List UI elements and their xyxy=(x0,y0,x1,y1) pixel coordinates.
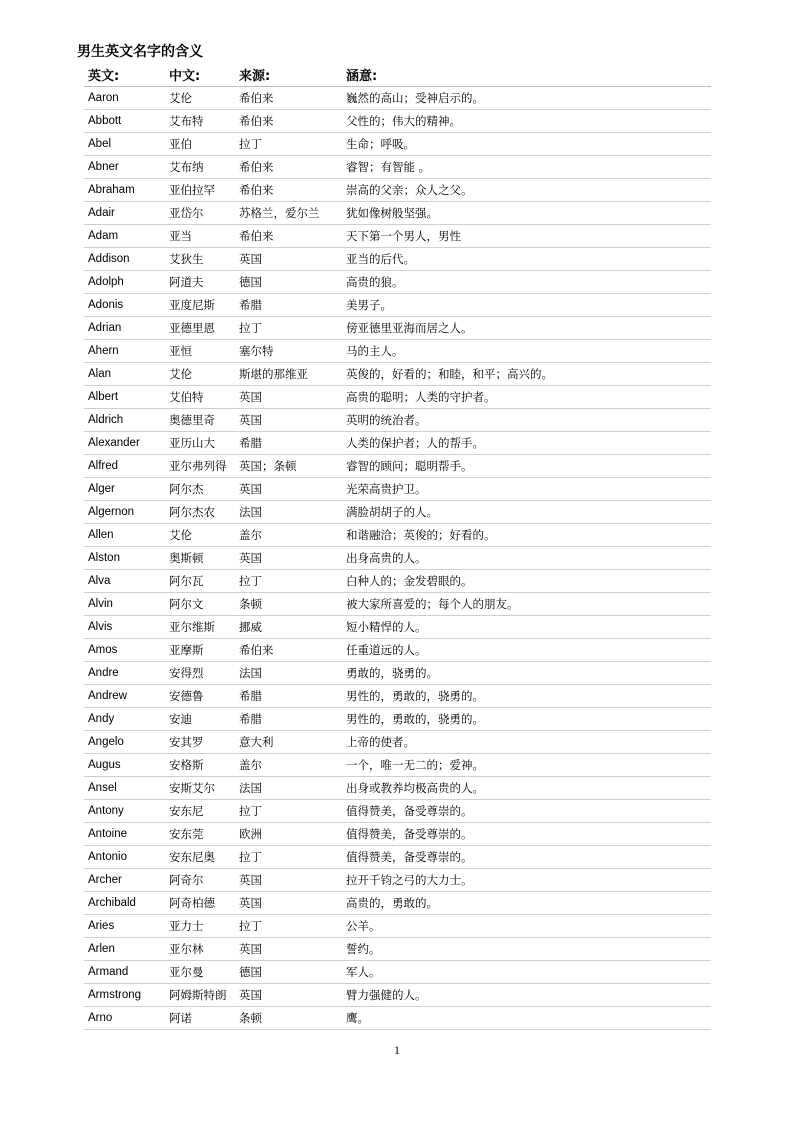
cell-origin: 欧洲 xyxy=(235,823,342,846)
cell-meaning: 任重道远的人。 xyxy=(342,639,711,662)
cell-origin: 希伯来 xyxy=(235,110,342,133)
cell-origin: 英国 xyxy=(235,892,342,915)
page-number: 1 xyxy=(394,1043,400,1057)
cell-origin: 希伯来 xyxy=(235,179,342,202)
table-row xyxy=(84,616,711,639)
cell-origin: 条顿 xyxy=(235,593,342,616)
table-row xyxy=(84,869,711,892)
cell-meaning: 男性的，勇敢的，骁勇的。 xyxy=(342,708,711,731)
cell-origin: 挪威 xyxy=(235,616,342,639)
cell-meaning: 生命；呼吸。 xyxy=(342,133,711,156)
table-row xyxy=(84,248,711,271)
cell-chinese: 奥德里奇 xyxy=(165,409,235,432)
cell-meaning: 短小精悍的人。 xyxy=(342,616,711,639)
cell-english: Adam xyxy=(84,225,165,248)
cell-meaning: 公羊。 xyxy=(342,915,711,938)
table-row xyxy=(84,156,711,179)
cell-meaning: 值得赞美，备受尊崇的。 xyxy=(342,800,711,823)
cell-meaning: 值得赞美，备受尊崇的。 xyxy=(342,823,711,846)
table-row xyxy=(84,455,711,478)
cell-origin: 拉丁 xyxy=(235,570,342,593)
cell-chinese: 阿尔杰农 xyxy=(165,501,235,524)
cell-english: Alger xyxy=(84,478,165,501)
header-origin: 来源: xyxy=(235,63,342,87)
table-row xyxy=(84,340,711,363)
cell-meaning: 出身高贵的人。 xyxy=(342,547,711,570)
cell-origin: 英国 xyxy=(235,547,342,570)
table-row xyxy=(84,662,711,685)
cell-english: Archer xyxy=(84,869,165,892)
cell-chinese: 奥斯顿 xyxy=(165,547,235,570)
cell-meaning: 臂力强健的人。 xyxy=(342,984,711,1007)
table-row xyxy=(84,731,711,754)
cell-chinese: 亚尔维斯 xyxy=(165,616,235,639)
cell-chinese: 艾伦 xyxy=(165,87,235,110)
cell-meaning: 天下第一个男人，男性 xyxy=(342,225,711,248)
table-row xyxy=(84,317,711,340)
header-meaning: 涵意: xyxy=(342,63,711,87)
cell-english: Armstrong xyxy=(84,984,165,1007)
cell-origin: 英国 xyxy=(235,869,342,892)
cell-meaning: 勇敢的，骁勇的。 xyxy=(342,662,711,685)
cell-meaning: 马的主人。 xyxy=(342,340,711,363)
cell-origin: 希腊 xyxy=(235,708,342,731)
cell-english: Alvin xyxy=(84,593,165,616)
cell-english: Adair xyxy=(84,202,165,225)
cell-chinese: 艾狄生 xyxy=(165,248,235,271)
cell-english: Ansel xyxy=(84,777,165,800)
cell-origin: 苏格兰，爱尔兰 xyxy=(235,202,342,225)
cell-origin: 条顿 xyxy=(235,1007,342,1030)
cell-english: Archibald xyxy=(84,892,165,915)
cell-chinese: 阿奇尔 xyxy=(165,869,235,892)
cell-meaning: 高贵的狼。 xyxy=(342,271,711,294)
cell-origin: 英国 xyxy=(235,478,342,501)
table-row xyxy=(84,685,711,708)
cell-english: Alva xyxy=(84,570,165,593)
cell-chinese: 阿尔杰 xyxy=(165,478,235,501)
cell-english: Alfred xyxy=(84,455,165,478)
cell-chinese: 安斯艾尔 xyxy=(165,777,235,800)
cell-english: Adrian xyxy=(84,317,165,340)
cell-chinese: 亚恒 xyxy=(165,340,235,363)
cell-chinese: 亚尔曼 xyxy=(165,961,235,984)
cell-chinese: 亚当 xyxy=(165,225,235,248)
table-row xyxy=(84,179,711,202)
cell-meaning: 崇高的父亲；众人之父。 xyxy=(342,179,711,202)
cell-meaning: 傍亚德里亚海而居之人。 xyxy=(342,317,711,340)
cell-english: Aldrich xyxy=(84,409,165,432)
table-row xyxy=(84,984,711,1007)
cell-meaning: 被大家所喜爱的；每个人的朋友。 xyxy=(342,593,711,616)
cell-meaning: 满脸胡胡子的人。 xyxy=(342,501,711,524)
cell-chinese: 亚尔弗列得 xyxy=(165,455,235,478)
cell-english: Algernon xyxy=(84,501,165,524)
cell-english: Abraham xyxy=(84,179,165,202)
cell-english: Antony xyxy=(84,800,165,823)
cell-origin: 拉丁 xyxy=(235,317,342,340)
cell-meaning: 美男子。 xyxy=(342,294,711,317)
cell-chinese: 安东尼 xyxy=(165,800,235,823)
table-row xyxy=(84,501,711,524)
table-body xyxy=(84,87,711,1030)
cell-meaning: 高贵的聪明；人类的守护者。 xyxy=(342,386,711,409)
table-row xyxy=(84,823,711,846)
cell-meaning: 英俊的，好看的；和睦，和平；高兴的。 xyxy=(342,363,711,386)
cell-meaning: 军人。 xyxy=(342,961,711,984)
header-row xyxy=(84,63,711,87)
cell-chinese: 艾布纳 xyxy=(165,156,235,179)
cell-origin: 法国 xyxy=(235,662,342,685)
cell-origin: 法国 xyxy=(235,777,342,800)
cell-english: Andy xyxy=(84,708,165,731)
cell-meaning: 巍然的高山；受神启示的。 xyxy=(342,87,711,110)
cell-chinese: 艾伯特 xyxy=(165,386,235,409)
cell-english: Alan xyxy=(84,363,165,386)
table-row xyxy=(84,777,711,800)
cell-origin: 英国 xyxy=(235,984,342,1007)
cell-english: Arlen xyxy=(84,938,165,961)
table-row xyxy=(84,294,711,317)
cell-origin: 拉丁 xyxy=(235,800,342,823)
cell-origin: 希伯来 xyxy=(235,87,342,110)
cell-english: Andre xyxy=(84,662,165,685)
cell-origin: 拉丁 xyxy=(235,133,342,156)
cell-meaning: 值得赞美，备受尊崇的。 xyxy=(342,846,711,869)
cell-meaning: 光荣高贵护卫。 xyxy=(342,478,711,501)
cell-meaning: 高贵的，勇敢的。 xyxy=(342,892,711,915)
cell-origin: 希伯来 xyxy=(235,639,342,662)
header-chinese: 中文: xyxy=(165,63,235,87)
cell-chinese: 亚摩斯 xyxy=(165,639,235,662)
cell-english: Abner xyxy=(84,156,165,179)
table-row xyxy=(84,432,711,455)
cell-origin: 英国 xyxy=(235,409,342,432)
cell-chinese: 阿姆斯特朗 xyxy=(165,984,235,1007)
table-row xyxy=(84,593,711,616)
cell-english: Abel xyxy=(84,133,165,156)
cell-english: Alvis xyxy=(84,616,165,639)
cell-meaning: 父性的；伟大的精神。 xyxy=(342,110,711,133)
cell-chinese: 安东尼奥 xyxy=(165,846,235,869)
cell-meaning: 犹如像树般坚强。 xyxy=(342,202,711,225)
cell-english: Angelo xyxy=(84,731,165,754)
cell-meaning: 拉开千钧之弓的大力士。 xyxy=(342,869,711,892)
cell-meaning: 男性的，勇敢的，骁勇的。 xyxy=(342,685,711,708)
cell-origin: 斯堪的那维亚 xyxy=(235,363,342,386)
cell-chinese: 阿诺 xyxy=(165,1007,235,1030)
cell-english: Addison xyxy=(84,248,165,271)
table-row xyxy=(84,225,711,248)
table-row xyxy=(84,846,711,869)
cell-english: Aaron xyxy=(84,87,165,110)
table-row xyxy=(84,708,711,731)
cell-origin: 希腊 xyxy=(235,685,342,708)
table-row xyxy=(84,639,711,662)
cell-meaning: 睿智；有智能 。 xyxy=(342,156,711,179)
cell-origin: 英国；条顿 xyxy=(235,455,342,478)
cell-meaning: 上帝的使者。 xyxy=(342,731,711,754)
table-row xyxy=(84,754,711,777)
cell-english: Amos xyxy=(84,639,165,662)
cell-chinese: 亚德里恩 xyxy=(165,317,235,340)
cell-meaning: 睿智的顾问；聪明帮手。 xyxy=(342,455,711,478)
table-row xyxy=(84,915,711,938)
cell-english: Albert xyxy=(84,386,165,409)
cell-chinese: 亚历山大 xyxy=(165,432,235,455)
cell-english: Abbott xyxy=(84,110,165,133)
cell-meaning: 鹰。 xyxy=(342,1007,711,1030)
cell-chinese: 阿道夫 xyxy=(165,271,235,294)
cell-origin: 盖尔 xyxy=(235,754,342,777)
cell-origin: 英国 xyxy=(235,386,342,409)
cell-meaning: 亚当的后代。 xyxy=(342,248,711,271)
cell-chinese: 安其罗 xyxy=(165,731,235,754)
table-row xyxy=(84,386,711,409)
cell-chinese: 亚力士 xyxy=(165,915,235,938)
cell-meaning: 一个，唯一无二的；爱神。 xyxy=(342,754,711,777)
document-title: 男生英文名字的含义 xyxy=(77,44,203,60)
cell-origin: 德国 xyxy=(235,271,342,294)
table-row xyxy=(84,524,711,547)
cell-chinese: 亚度尼斯 xyxy=(165,294,235,317)
table-row xyxy=(84,202,711,225)
cell-meaning: 人类的保护者；人的帮手。 xyxy=(342,432,711,455)
cell-english: Antonio xyxy=(84,846,165,869)
cell-chinese: 阿奇柏德 xyxy=(165,892,235,915)
cell-origin: 英国 xyxy=(235,938,342,961)
cell-chinese: 艾伦 xyxy=(165,363,235,386)
cell-english: Allen xyxy=(84,524,165,547)
table-row xyxy=(84,271,711,294)
cell-english: Augus xyxy=(84,754,165,777)
cell-chinese: 安东莞 xyxy=(165,823,235,846)
table-row xyxy=(84,800,711,823)
table-row xyxy=(84,87,711,110)
cell-origin: 希伯来 xyxy=(235,225,342,248)
cell-chinese: 亚伯拉罕 xyxy=(165,179,235,202)
cell-english: Alston xyxy=(84,547,165,570)
table-row xyxy=(84,409,711,432)
cell-chinese: 亚岱尔 xyxy=(165,202,235,225)
table-row xyxy=(84,892,711,915)
cell-origin: 希腊 xyxy=(235,432,342,455)
cell-origin: 意大利 xyxy=(235,731,342,754)
cell-english: Aries xyxy=(84,915,165,938)
cell-origin: 拉丁 xyxy=(235,846,342,869)
table-row xyxy=(84,938,711,961)
table-row xyxy=(84,363,711,386)
cell-meaning: 出身或教养均极高贵的人。 xyxy=(342,777,711,800)
cell-meaning: 白种人的；金发碧眼的。 xyxy=(342,570,711,593)
cell-english: Adolph xyxy=(84,271,165,294)
cell-meaning: 和谐融洽；英俊的；好看的。 xyxy=(342,524,711,547)
cell-chinese: 安格斯 xyxy=(165,754,235,777)
table-header xyxy=(84,63,711,87)
header-english: 英文: xyxy=(84,63,165,87)
table-row xyxy=(84,1007,711,1030)
cell-chinese: 安得烈 xyxy=(165,662,235,685)
cell-origin: 英国 xyxy=(235,248,342,271)
cell-meaning: 英明的统治者。 xyxy=(342,409,711,432)
cell-origin: 法国 xyxy=(235,501,342,524)
cell-english: Armand xyxy=(84,961,165,984)
cell-chinese: 艾伦 xyxy=(165,524,235,547)
cell-english: Andrew xyxy=(84,685,165,708)
cell-english: Ahern xyxy=(84,340,165,363)
cell-origin: 希伯来 xyxy=(235,156,342,179)
cell-chinese: 亚伯 xyxy=(165,133,235,156)
cell-origin: 盖尔 xyxy=(235,524,342,547)
cell-chinese: 安迪 xyxy=(165,708,235,731)
cell-english: Alexander xyxy=(84,432,165,455)
cell-origin: 拉丁 xyxy=(235,915,342,938)
cell-chinese: 艾布特 xyxy=(165,110,235,133)
table-row xyxy=(84,961,711,984)
cell-chinese: 阿尔文 xyxy=(165,593,235,616)
table-row xyxy=(84,478,711,501)
cell-origin: 希腊 xyxy=(235,294,342,317)
cell-origin: 德国 xyxy=(235,961,342,984)
table-row xyxy=(84,570,711,593)
cell-english: Antoine xyxy=(84,823,165,846)
cell-meaning: 誓约。 xyxy=(342,938,711,961)
table-row xyxy=(84,547,711,570)
cell-chinese: 安德鲁 xyxy=(165,685,235,708)
names-table xyxy=(84,63,711,1030)
cell-origin: 塞尔特 xyxy=(235,340,342,363)
table-row xyxy=(84,133,711,156)
cell-chinese: 阿尔瓦 xyxy=(165,570,235,593)
cell-english: Arno xyxy=(84,1007,165,1030)
table-row xyxy=(84,110,711,133)
cell-english: Adonis xyxy=(84,294,165,317)
cell-chinese: 亚尔林 xyxy=(165,938,235,961)
